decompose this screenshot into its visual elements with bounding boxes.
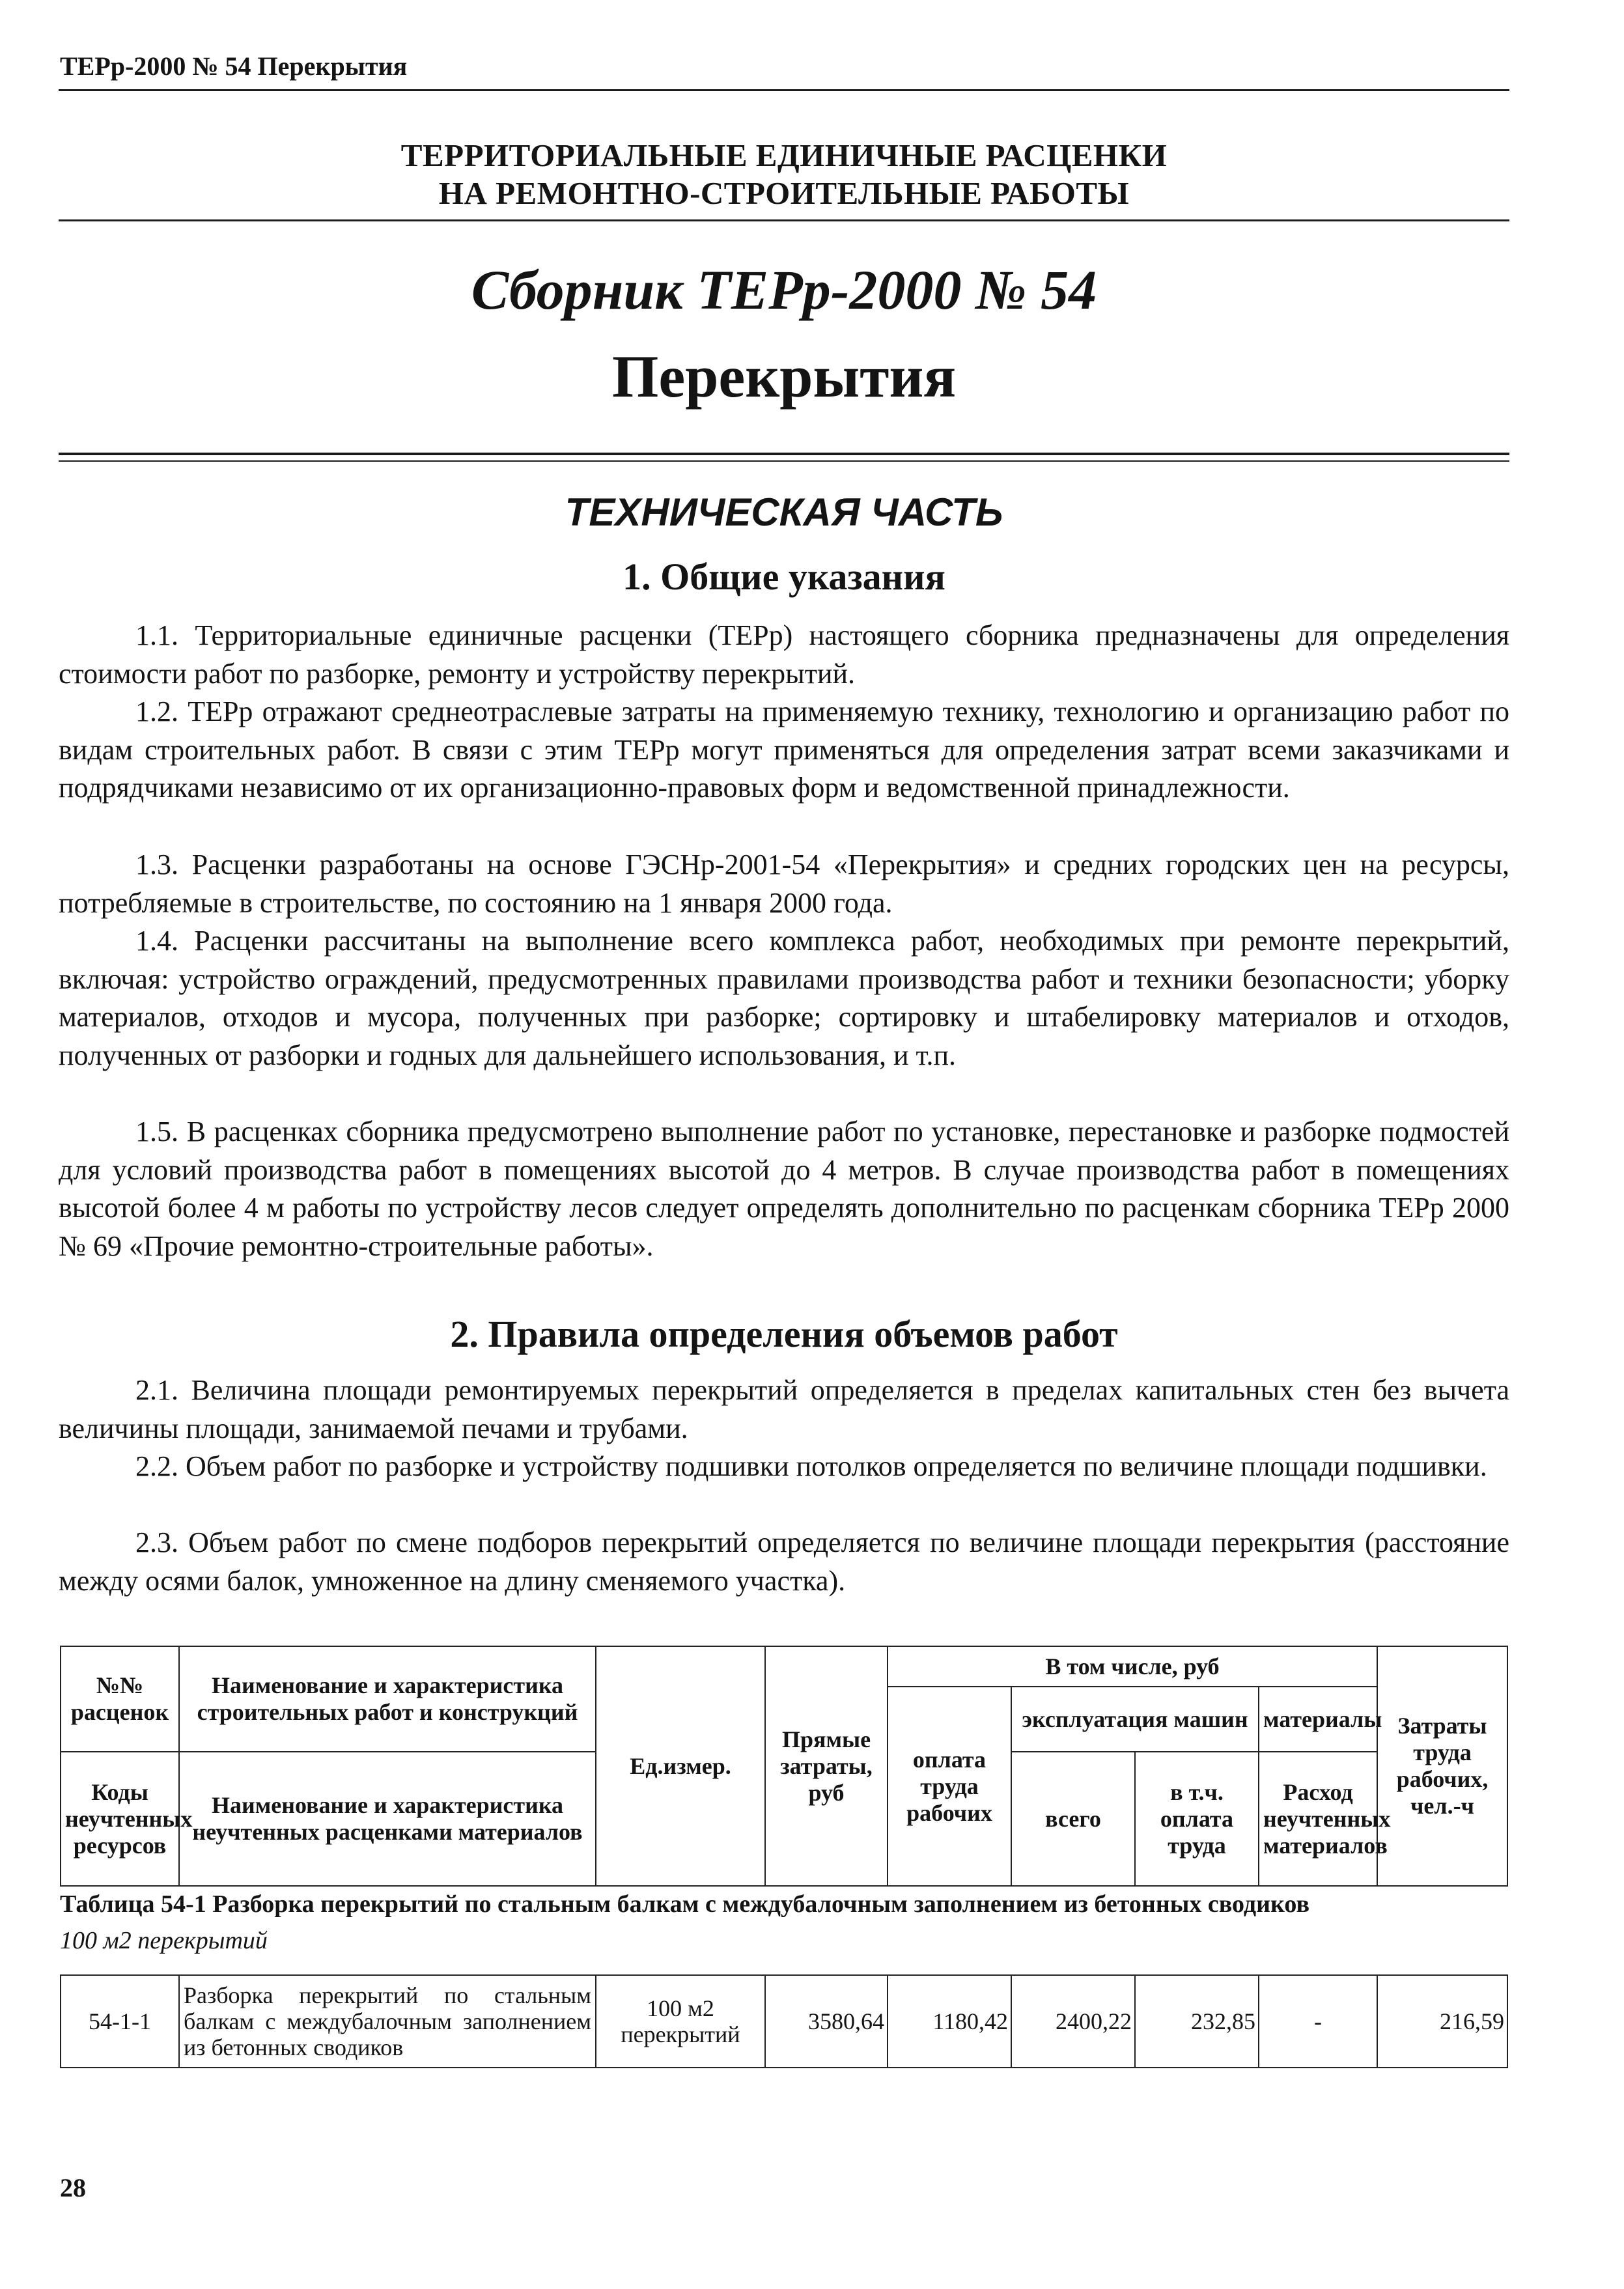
- header-including: В том числе, руб: [888, 1646, 1377, 1687]
- cell-materials: -: [1259, 1975, 1377, 2068]
- cell-code: 54-1-1: [61, 1975, 179, 2068]
- cell-labor: 216,59: [1377, 1975, 1507, 2068]
- header-resource-codes: Коды неучтенных ресурсов: [61, 1752, 179, 1886]
- paragraph-1-4: 1.4. Расценки рассчитаны на выполнение всего комплекса работ, необходимых при ремонте перекрытий, включая: устройство ограждений, предусмотренных правилами производства работ и техники безопасности; уборку материалов, отходов и мусора, полученных при разборке; сортировку и штабелировку материалов и отходов, полученных от разборки и годных для дальнейшего использования, и т.п.: [59, 925, 1509, 1071]
- paragraph-2-2: 2.2. Объем работ по разборке и устройству подшивки потолков определяется по величине площади подшивки.: [135, 1450, 1487, 1482]
- paragraph-1-5: 1.5. В расценках сборника предусмотрено выполнение работ по установке, перестановке и разборке подмостей для условий производства работ в помещениях высотой до 4 метров. В случае производства работ в помещениях высотой более 4 м работы по устройству лесов следует определять дополнительно по расценкам сборника ТЕРр 2000 № 69 «Прочие ремонтно-строительные работы».: [59, 1116, 1509, 1262]
- running-header: ТЕРр-2000 № 54 Перекрытия: [60, 51, 408, 81]
- paragraph-1-3: 1.3. Расценки разработаны на основе ГЭСНр-2001-54 «Перекрытия» и средних городских цен на ресурсы, потребляемые в строительстве, по состоянию на 1 января 2000 года.: [59, 849, 1509, 919]
- cell-machines-wages: 232,85: [1135, 1975, 1259, 2068]
- cell-direct: 3580,64: [765, 1975, 888, 2068]
- header-unit: Ед.измер.: [596, 1646, 765, 1886]
- header-machines-total: всего: [1011, 1752, 1135, 1886]
- table-row: [61, 1975, 1507, 2068]
- collection-subtitle: Перекрытия: [611, 343, 957, 410]
- unit-caption: 100 м2 перекрытий: [60, 1927, 268, 1954]
- document-type-line-1: ТЕРРИТОРИАЛЬНЫЕ ЕДИНИЧНЫЕ РАСЦЕНКИ: [400, 137, 1168, 173]
- header-labor: Затраты труда рабочих, чел.-ч: [1377, 1646, 1507, 1886]
- header-materials: материалы: [1259, 1687, 1377, 1752]
- cell-wages: 1180,42: [888, 1975, 1011, 2068]
- paragraph-1-1: 1.1. Территориальные единичные расценки (ТЕРр) настоящего сборника предназначены для определения стоимости работ по разборке, ремонту и устройству перекрытий.: [59, 619, 1509, 690]
- double-rule-top: [59, 453, 1509, 455]
- header-work-name: Наименование и характеристика строительных работ и конструкций: [179, 1646, 596, 1752]
- header-wages: оплата труда рабочих: [888, 1687, 1011, 1886]
- section-1-title: 1. Общие указания: [623, 555, 945, 598]
- cell-machines-total: 2400,22: [1011, 1975, 1135, 2068]
- double-rule-bottom: [59, 460, 1509, 462]
- header-machines-wages: в т.ч. оплата труда: [1135, 1752, 1259, 1886]
- header-material-usage: Расход неучтенных материалов: [1259, 1752, 1377, 1886]
- part-title: ТЕХНИЧЕСКАЯ ЧАСТЬ: [565, 490, 1003, 534]
- cell-unit: 100 м2 перекрытий: [596, 1975, 765, 2068]
- section-2-title: 2. Правила определения объемов работ: [450, 1313, 1118, 1355]
- page-number: 28: [60, 2173, 86, 2202]
- header-machines: эксплуатация машин: [1011, 1687, 1259, 1752]
- rates-table-body: [60, 1974, 1508, 2068]
- rates-table-header: [60, 1646, 1508, 1887]
- header-rule: [59, 89, 1509, 91]
- title-rule: [59, 219, 1509, 221]
- cell-name: Разборка перекрытий по стальным балкам с междубалочным заполнением из бетонных сводиков: [179, 1975, 596, 2068]
- header-direct-costs: Прямые затраты, руб: [765, 1646, 888, 1886]
- paragraph-2-1: 2.1. Величина площади ремонтируемых перекрытий определяется в пределах капитальных стен без вычета величины площади, занимаемой печами и трубами.: [59, 1374, 1509, 1444]
- collection-title: Сборник ТЕРр-2000 № 54: [471, 259, 1097, 321]
- document-type-line-2: НА РЕМОНТНО-СТРОИТЕЛЬНЫЕ РАБОТЫ: [438, 175, 1130, 211]
- table-caption: Таблица 54-1 Разборка перекрытий по стальным балкам с междубалочным заполнением из бетонных сводиков: [60, 1890, 1309, 1918]
- paragraph-2-3: 2.3. Объем работ по смене подборов перекрытий определяется по величине площади перекрытия (расстояние между осями балок, умноженное на длину сменяемого участка).: [59, 1526, 1509, 1597]
- header-rate-number: №№ расценок: [61, 1646, 179, 1752]
- header-material-name: Наименование и характеристика неучтенных расценками материалов: [179, 1752, 596, 1886]
- paragraph-1-2: 1.2. ТЕРр отражают среднеотраслевые затраты на применяемую технику, технологию и организацию работ по видам строительных работ. В связи с этим ТЕРр могут применяться для определения затрат всеми заказчиками и подрядчиками независимо от их организационно-правовых форм и ведомственной принадлежности.: [59, 695, 1509, 804]
